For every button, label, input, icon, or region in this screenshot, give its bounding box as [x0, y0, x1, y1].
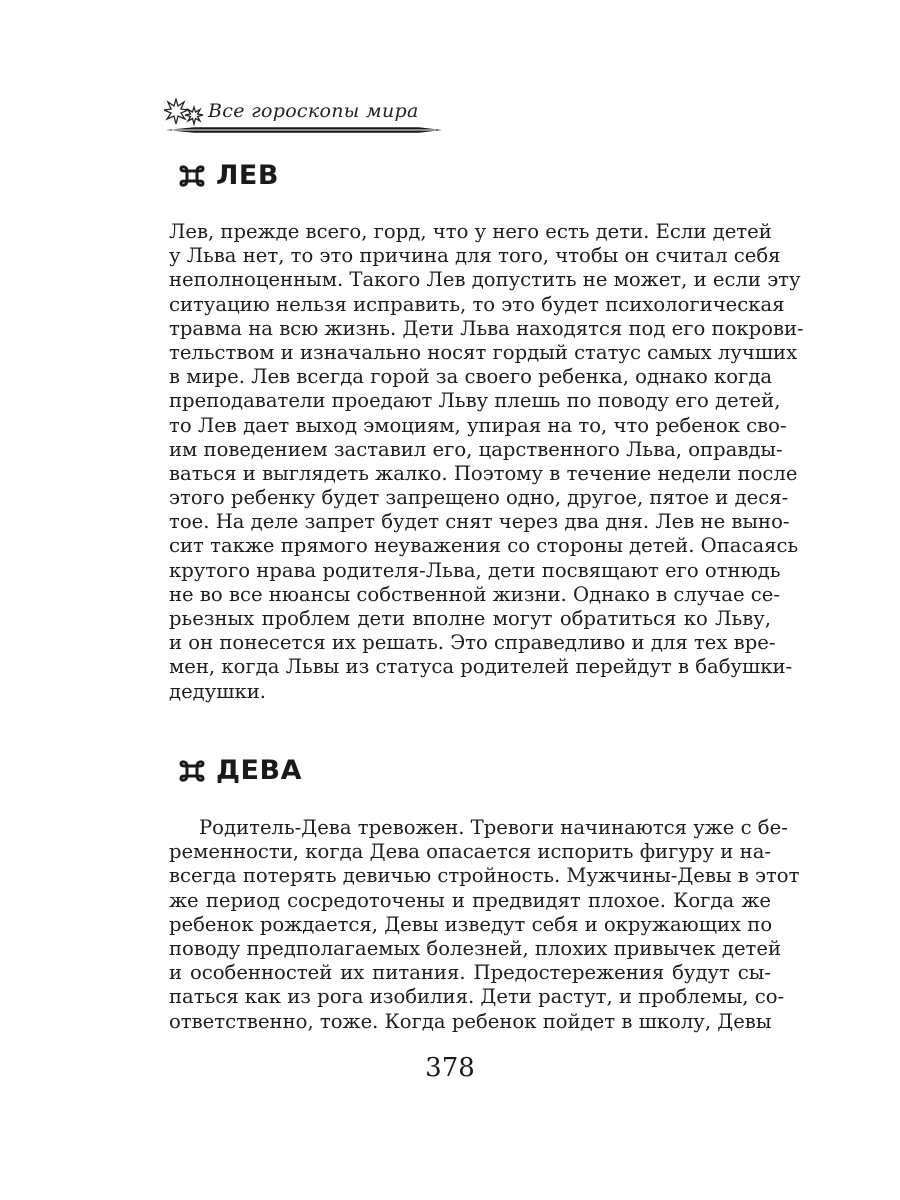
text-line: ребенок рождается, Девы изведут себя и окружающих по — [169, 912, 773, 936]
section-body-lev — [169, 220, 804, 704]
text-line: поводу предполагаемых болезней, плохих привычек детей — [169, 936, 782, 960]
section-heading-deva — [178, 755, 302, 786]
header-rule — [164, 124, 444, 136]
text-line: ситуацию нельзя исправить, то это будет психологическая — [169, 292, 785, 316]
text-line: крутого нрава родителя-Льва, дети посвящают его отнюдь — [169, 558, 781, 582]
text-line: ременности, когда Дева опасается испорить фигуру и на- — [169, 840, 771, 864]
text-line: им поведением заставил его, царственного Льва, оправды- — [169, 437, 783, 461]
text-line: не во все нюансы собственной жизни. Однако в случае се- — [169, 582, 780, 606]
text-line: и особенностей их питания. Предостережения будут сы- — [169, 961, 771, 985]
text-line: тельством и изначально носят гордый статус самых лучших — [169, 340, 798, 364]
text-line: то Лев дает выход эмоциям, упирая на то, что ребенок сво- — [169, 413, 787, 437]
text-line: же период сосредоточены и предвидят плохое. Когда же — [169, 888, 771, 912]
text-line: Родитель-Дева тревожен. Тревоги начинаются уже с бе- — [199, 816, 788, 839]
section-title: ЛЕВ — [216, 160, 279, 191]
section-title: ДЕВА — [216, 755, 302, 786]
text-line: в мире. Лев всегда горой за своего ребенка, однако когда — [169, 365, 773, 389]
text-line: травма на всю жизнь. Дети Льва находятся под его покрови- — [169, 316, 804, 340]
section-body-deva — [169, 816, 800, 1034]
text-line: всегда потерять девичью стройность. Мужчины-Девы в этот — [169, 864, 800, 888]
section-heading-lev — [178, 160, 279, 191]
command-icon — [178, 757, 206, 785]
text-line: дедушки. — [169, 679, 267, 703]
text-line: сит также прямого неуважения со стороны детей. Опасаясь — [169, 534, 799, 558]
text-line: этого ребенку будет запрещено одно, другое, пятое и деся- — [169, 486, 789, 510]
text-line: паться как из рога изобилия. Дети растут, и проблемы, со- — [169, 985, 785, 1009]
running-head-title: Все гороскопы мира — [208, 100, 419, 122]
command-icon — [178, 162, 206, 190]
text-line: у Льва нет, то это причина для того, чтобы он считал себя — [169, 244, 781, 268]
page-number: 378 — [425, 1053, 475, 1083]
running-head — [164, 96, 444, 140]
text-line: рьезных проблем дети вполне могут обратиться ко Льву, — [169, 607, 771, 630]
text-line: мен, когда Львы из статуса родителей перейдут в бабушки- — [169, 655, 793, 679]
text-line: неполноценным. Такого Лев допустить не может, и если эту — [169, 268, 801, 292]
text-line: преподаватели проедают Льву плешь по поводу его детей, — [169, 389, 781, 413]
text-line: и он понесется их решать. Это справедливо и для тех вре- — [169, 631, 776, 655]
text-line: Лев, прежде всего, горд, что у него есть дети. Если детей — [169, 220, 772, 243]
text-line: тое. На деле запрет будет снят через два дня. Лев не выно- — [169, 510, 790, 534]
text-line: ваться и выглядеть жалко. Поэтому в течение недели после — [169, 461, 798, 485]
text-line: ответственно, тоже. Когда ребенок пойдет в школу, Девы — [169, 1009, 772, 1033]
